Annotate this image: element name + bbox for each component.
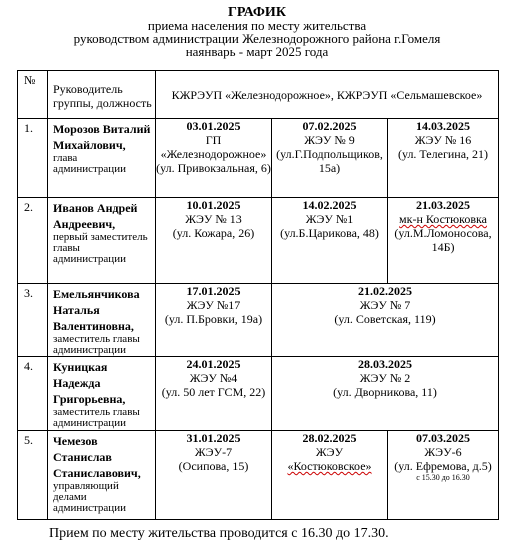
row-num: 3.: [18, 284, 48, 357]
event-date: 24.01.2025: [186, 357, 241, 371]
event-address: (ул. Кожара, 26): [172, 226, 255, 240]
event-address: (ул. Ефремова, д.5): [394, 459, 492, 473]
event-date: 07.02.2025: [302, 119, 357, 133]
event-cell: [156, 119, 272, 198]
leader-position: заместитель главы администрации: [53, 333, 140, 356]
event-cell: [272, 198, 388, 284]
event-cell: [272, 431, 388, 520]
event-address: (ул.М.Ломоносова, 14Б): [394, 226, 492, 254]
event-address: (ул. 50 лет ГСМ, 22): [161, 385, 266, 399]
event-cell: [388, 431, 499, 520]
table-row: [18, 284, 499, 357]
row-num: 2.: [18, 198, 48, 284]
event-place: мк-н Костюковка: [399, 212, 487, 226]
event-place: ЖЭУ №17: [186, 298, 241, 312]
leader-cell: [48, 357, 156, 431]
row-num: 4.: [18, 357, 48, 431]
document-title: ГРАФИК: [228, 5, 286, 20]
event-cell: [272, 284, 499, 357]
table-row: [18, 431, 499, 520]
event-date: 28.02.2025: [302, 431, 357, 445]
schedule-table: [17, 70, 499, 520]
table-row: [18, 357, 499, 431]
event-address: (ул. Телегина, 21): [397, 147, 489, 161]
leader-cell: [48, 284, 156, 357]
col-leader-header: Руководитель группы, должность: [48, 71, 156, 119]
leader-position: глава администрации: [53, 152, 126, 175]
event-address: (ул.Г.Подпольщиков, 15а): [276, 147, 383, 175]
event-place: ЖЭУ № 13: [185, 212, 242, 226]
table-row: [18, 198, 499, 284]
leader-position: управляющий делами администрации: [53, 480, 126, 514]
row-num: 1.: [18, 119, 48, 198]
leader-name: Чемезов Станислав Станиславович,: [53, 434, 141, 480]
leader-position: первый заместитель главы администрации: [53, 231, 148, 265]
event-date: 21.02.2025: [358, 284, 412, 298]
event-place: ЖЭУ № 9: [304, 133, 355, 147]
event-date: 03.01.2025: [186, 119, 241, 133]
event-cell: [156, 284, 272, 357]
document-subtitle-2: руководством администрации Железнодорожного района г.Гомеля: [73, 31, 441, 46]
row-num: 5.: [18, 431, 48, 520]
event-date: 07.03.2025: [416, 431, 470, 445]
table-row: [18, 119, 499, 198]
event-cell: [388, 119, 499, 198]
event-place: ЖЭУ №4: [189, 371, 238, 385]
event-date: 21.03.2025: [416, 198, 470, 212]
footer-note: Прием по месту жительства проводится с 16.30 до 17.30.: [49, 526, 389, 541]
event-date: 14.02.2025: [302, 198, 357, 212]
event-cell: [272, 119, 388, 198]
event-address: «Костюковское»: [287, 459, 372, 473]
event-cell: [156, 198, 272, 284]
leader-name: Иванов Андрей Андреевич,: [53, 201, 138, 231]
leader-cell: [48, 119, 156, 198]
event-place: ЖЭУ № 2: [359, 371, 411, 385]
event-cell: [156, 431, 272, 520]
event-place: ЖЭУ № 16: [414, 133, 472, 147]
event-date: 31.01.2025: [186, 431, 241, 445]
leader-cell: [48, 431, 156, 520]
event-cell: [272, 357, 499, 431]
event-address: (ул. Дворникова, 11): [333, 385, 437, 399]
event-place: ЖЭУ-6: [424, 445, 462, 459]
leader-name: Емельянчикова Наталья Валентиновна,: [53, 287, 140, 333]
event-date: 28.03.2025: [358, 357, 412, 371]
event-address: (ул. Советская, 119): [334, 312, 436, 326]
col-num-header: №: [18, 71, 48, 119]
table-header-row: [18, 71, 499, 119]
event-cell: [388, 198, 499, 284]
event-address: (ул.Б.Царикова, 48): [280, 226, 379, 240]
event-date: 17.01.2025: [186, 284, 241, 298]
event-address: (ул. Привокзальная, 6): [156, 161, 271, 175]
event-place: ЖЭУ-7: [194, 445, 233, 459]
event-note: с 15.30 до 16.30: [416, 473, 470, 482]
leader-name: Морозов Виталий Михайлович,: [53, 122, 151, 152]
col-orgs-header: КЖРЭУП «Железнодорожное», КЖРЭУП «Сельмашевское»: [156, 71, 499, 119]
event-place: ЖЭУ: [315, 445, 344, 459]
document-period: наянварь - март 2025 года: [185, 44, 329, 59]
event-place: ЖЭУ №1: [305, 212, 354, 226]
event-place: ГП «Железнодорожное»: [160, 133, 267, 161]
event-cell: [156, 357, 272, 431]
document-subtitle: приема населения по месту жительства: [147, 18, 367, 33]
leader-position: заместитель главы администрации: [53, 406, 140, 429]
event-place: ЖЭУ № 7: [359, 298, 411, 312]
event-date: 14.03.2025: [416, 119, 470, 133]
leader-cell: [48, 198, 156, 284]
event-date: 10.01.2025: [186, 198, 241, 212]
event-address: (ул. П.Бровки, 19а): [164, 312, 263, 326]
event-address: (Осипова, 15): [178, 459, 249, 473]
leader-name: Куницкая Надежда Григорьевна,: [53, 360, 126, 406]
